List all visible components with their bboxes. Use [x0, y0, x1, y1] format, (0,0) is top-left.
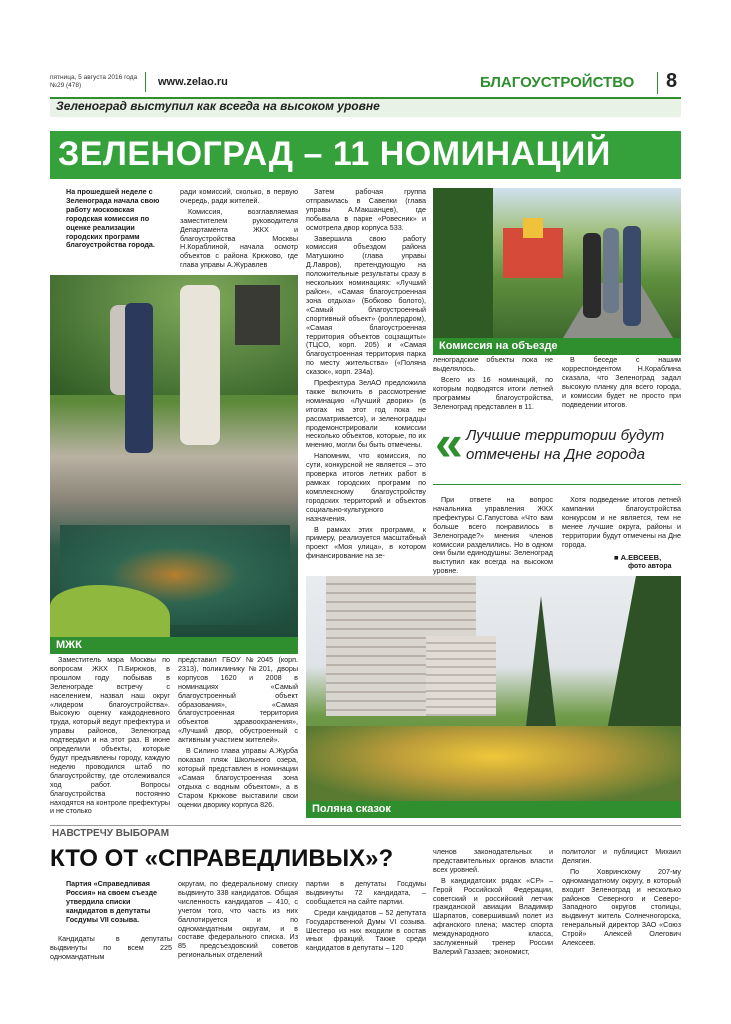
caption-polyana-skazok: Поляна сказок: [306, 801, 681, 818]
header-date: пятница, 5 августа 2016 года: [50, 74, 138, 81]
caption-mzhk: МЖК: [50, 637, 298, 654]
paragraph: Завершила свою работу комиссия объездом района Матушкино (глава управы Д.Лавров), претендующую на положительные результаты сразу в нескольких номинациях: «Лучший район», «Самая благоустроенная зона отдыха» (Бобково болото), «Самый благоустроенный спортивный объект» (роллердром), «Самая благоустроенная территория объектов соцзащиты» (ТЦСО, корп. 205) и «Самая благоустроенная территория парка по месту жительства» («Поляна сказок», корп. 234а).: [306, 233, 426, 377]
page-number: 8: [666, 70, 678, 92]
b-column-3: [306, 880, 426, 955]
column-4b: [433, 496, 553, 578]
paragraph: партии в депутаты Госдумы выдвинуты 72 кандидата, – сообщается на сайте партии.: [306, 879, 426, 906]
paragraph: Напомним, что комиссия, по сути, конкурсной не является – это проверка итогов летних работ в рамках городских программ по комплексному благоустройству городских территорий и объектов социально-культурного назначения.: [306, 451, 426, 523]
pull-quote: Лучшие территории будут отмечены на Дне города: [466, 427, 665, 463]
headline: ЗЕЛЕНОГРАД – 11 НОМИНАЦИЙ: [58, 135, 611, 173]
paragraph: В Силино глава управы А.Журба показал пляж Школьного озера, который представлен в номинации «Самая благоустроенная зона отдыха с водным объектом», а в Старом Крюкове выставили свои оценки дворику корпуса 826.: [178, 746, 298, 809]
paragraph: При ответе на вопрос начальника управления ЖКХ префектуры С.Гапустова «Что вам больше всего понравилось в Зеленограде?» мнения членов комиссии разделились. Но в одном они были единодушны: Зеленоград выступил как всегда на высоком уровне.: [433, 495, 553, 576]
column-3: [306, 188, 426, 563]
header-issue: №29 (478): [50, 82, 82, 89]
paragraph: Хотя подведение итогов летней кампании благоустройства конкурсом и не является, тем не менее лучшие округа, районы и территории будут отмечены на Дне города.: [562, 495, 681, 549]
lead-2: Партия «Справедливая Россия» на своем съезде утвердила списки кандидатов в депутаты Госдумы VII созыва.: [66, 879, 158, 924]
section-rule: [50, 825, 681, 826]
column-1-bottom: [50, 656, 170, 818]
paragraph: В рамках этих программ, к примеру, реализуется масштабный проект «Моя улица», в котором финансирование на зе-: [306, 524, 426, 561]
paragraph: Комиссия, возглавляемая заместителем руководителя Департамента ЖКХ и благоустройства Москвы Н.Кораблиной, начала осмотр объектов с района Крюково, где глава управы А.Журавлев: [180, 206, 298, 270]
section-label: НАВСТРЕЧУ ВЫБОРАМ: [52, 828, 170, 839]
column-5b: [562, 496, 681, 551]
photo-pond-mzhk: [50, 275, 298, 638]
paragraph: политолог и публицист Михаил Делягин.: [562, 847, 681, 865]
quote-rule: [433, 484, 681, 485]
quote-marks-icon: «: [435, 415, 463, 471]
headline-2: КТО ОТ «СПРАВЕДЛИВЫХ»?: [50, 845, 394, 872]
paragraph: членов законодательных и представительных органов власти всех уровней.: [433, 847, 553, 874]
column-2-bottom: [178, 656, 298, 811]
paragraph: Кандидаты в депутаты выдвинуты по всем 225 одномандатным: [50, 934, 172, 961]
paragraph: округам, по федеральному списку выдвинуто 338 кандидатов. Общая численность кандидатов – 410, с учетом того, что часть из них баллотируется и по одномандатным округам, и в составе федерального списка. Из 85 предсъездовский советов региональных отделений: [178, 879, 298, 960]
byline: ■ А.ЕВСЕЕВ,: [614, 553, 662, 562]
paragraph: представил ГБОУ №2045 (корп. 2313), поликлинику №201, дворы корпусов 1620 и 2008 в номинациях «Самый благоустроенный объект образования», «Самая благоустроенная территория объектов здравоохранения», «Лучший двор, обустроенный с активным участием жителей».: [178, 655, 298, 745]
header-divider: [145, 72, 146, 92]
paragraph: Затем рабочая группа отправилась в Савелки (глава управы А.Макшанцев), где побывала в парке «Ровесник» и осмотрела двор корпуса 533.: [306, 187, 426, 232]
b-column-4: [433, 848, 553, 959]
paragraph: леноградские объекты пока не выделялось.: [433, 355, 553, 373]
paragraph: ради комиссий, сколько, в первую очередь, ради жителей.: [180, 187, 298, 205]
column-4a: [433, 356, 553, 413]
kicker: Зеленоград выступил как всегда на высоком уровне: [56, 99, 380, 113]
caption-commission: Комиссия на объезде: [433, 338, 681, 355]
paragraph: Префектура ЗелАО предложила также включить в рассмотрение номинацию «Лучший дворик» (в итогах на этот год пока не рассматривается), и зеленоградцы продемонстрировали комиссии несколько объектов, которые, по их мнению, могли бы быть отмечены.: [306, 378, 426, 450]
photo-polyana-skazok: [306, 576, 681, 802]
lead-text: На прошедшей неделе с Зеленограда начала свою работу московская городская комиссия по оценке реализации городских программ благоустройства города.: [66, 187, 160, 250]
b-column-2: [178, 880, 298, 962]
column-5a: [562, 356, 681, 411]
header-divider-2: [657, 72, 658, 94]
paragraph: Всего из 16 номинаций, по которым подводятся итоги летней программы благоустройства, Зеленоград представлен в 11.: [433, 374, 553, 411]
byline-photo: фото автора: [628, 563, 672, 570]
column-2-top: [180, 188, 298, 272]
paragraph: В кандидатских рядах «СР» – Герой Российской Федерации, советский и российский летчик гражданской авиации Владимир Шарпатов, совершивший полет из афганского плена; мастер спорта международного класса, заслуженный тренер России Валерий Газзаев; экономист,: [433, 875, 553, 956]
paragraph: Заместитель мэра Москвы по вопросам ЖКХ П.Бирюков, в прошлом году побывав в Зеленограде встречу с населением, назвал наш округ «лидером благоустройства». Высокую оценку каждодневного труда, который ведут префектура и управы районов, Зеленоград подтвердил и на этот раз. В июне определили объекты, которые будут предъявлены городу, каждую неделю проводился штаб по благоустройству, где отслеживался ход работ. Вопросы благоустройства постоянно находятся на контроле префектуры и не столько: [50, 655, 170, 816]
b-column-5: [562, 848, 681, 950]
photo-commission: [433, 188, 681, 338]
paragraph: В беседе с нашим корреспондентом Н.Кораблина сказала, что Зеленоград задал высокую планку для всего города, и комиссии будет не просто при подведении итогов.: [562, 355, 681, 409]
rubric-title: БЛАГОУСТРОЙСТВО: [480, 74, 635, 91]
site-link[interactable]: www.zelao.ru: [158, 76, 228, 88]
paragraph: По Ховринскому 207-му одномандатному округу, в который входит Зеленоград и несколько районов Северного и Северо-Западного округов столицы, выдвинут житель Солнечногорска, генеральный директор ЗАО «Союз Строй» Алексей Олегович Алексеев.: [562, 866, 681, 948]
b-column-1: [50, 935, 172, 964]
paragraph: Среди кандидатов – 52 депутата Государственной Думы VI созыва. Шестеро из них входили в состав иных фракций. Также среди кандидатов в депутаты – 120: [306, 907, 426, 953]
